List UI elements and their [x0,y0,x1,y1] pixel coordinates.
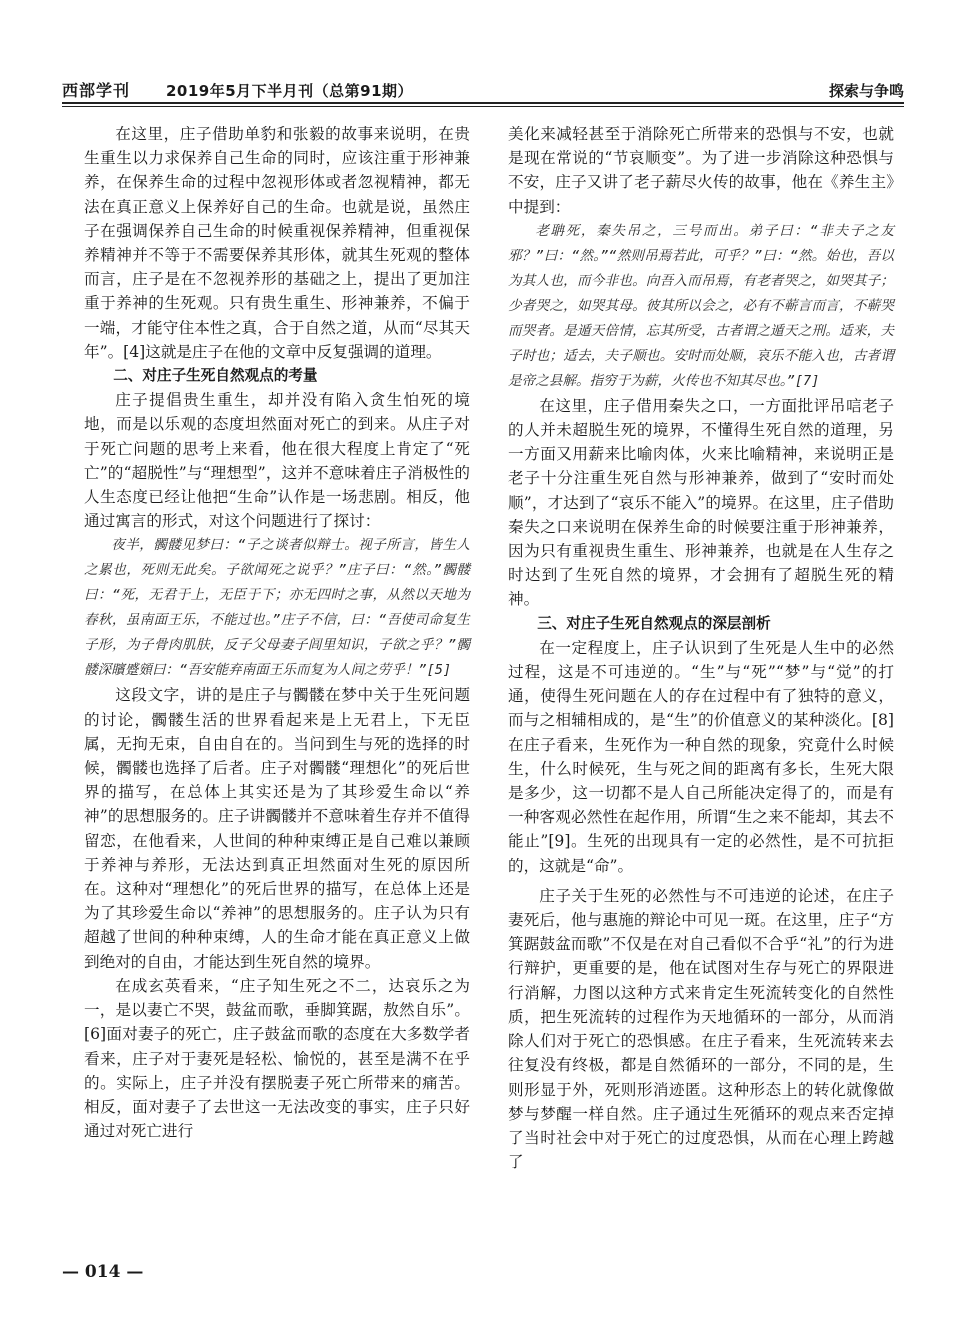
page-header [62,74,904,104]
paragraph: 这段文字，讲的是庄子与髑髅在梦中关于生死问题的讨论，髑髅生活的世界看起来是上无君上，下无臣属，无拘无束，自由自在的。当问到生与死的选择的时候，髑髅也选择了后者。庄子对髑髅“理想化”的死后世界的描写，在总体上其实还是为了其珍爱生命以“养神”的思想服务的。庄子讲髑髅并不意味着生存并不值得留恋，在他看来，人世间的种种束缚正是自己难以兼顾于养神与养形，无法达到真正坦然面对生死的原因所在。这种对“理想化”的死后世界的描写，在总体上还是为了其珍爱生命以“养神”的思想服务的。庄子认为只有超越了世间的种种束缚，人的生命才能在真正意义上做到绝对的自由，才能达到生死自然的境界。 [84,686,470,971]
issue-info: 2019年5月下半月刊（总第91期） [166,82,414,100]
block-quote: 老聃死，秦失吊之，三号而出。弟子曰：“非夫子之友邪？”曰：“然。”“然则吊焉若此，可乎？”曰：“然。始也，吾以为其人也，而今非也。向吾入而吊焉，有老者哭之，如哭其子；少者哭之，如哭其母。彼其所以会之，必有不蕲言而言，不蕲哭而哭者。是遁天倍情，忘其所受，古者谓之遁天之刑。适来，夫子时也；适去，夫子顺也。安时而处顺，哀乐不能入也，古者谓是帝之县解。指穷于为薪，火传也不知其尽也。”[7] [508,222,894,389]
paragraph: 庄子关于生死的必然性与不可违逆的论述，在庄子妻死后，他与惠施的辩论中可见一斑。在这里，庄子“方箕踞鼓盆而歌”不仅是在对自己看似不合乎“礼”的行为进行辩护，更重要的是，他在试图对生存与死亡的界限进行消解，力图以这种方式来肯定生死流转变化的自然性质，把生死流转的过程作为天地循环的一部分，从而消除人们对于死亡的恐惧感。在庄子看来，生死流转来去往复没有终极，都是自然循环的一部分，不同的是，生则形显于外，死则形消迹匿。这种形态上的转化就像做梦与梦醒一样自然。庄子通过生死循环的观点来否定掉了当时社会中对于死亡的过度恐惧，从而在心理上跨越了 [508,886,894,1172]
paragraph: 在这里，庄子借用秦失之口，一方面批评吊唁老子的人并未超脱生死的境界，不懂得生死自然的道理，另一方面又用薪来比喻肉体，火来比喻精神，来说明正是老子十分注重生死自然与形神兼养，做到了“安时而处顺”，才达到了“哀乐不能入”的境界。在这里，庄子借助秦失之口来说明在保养生命的时候要注重于形神兼养，因为只有重视贵生重生、形神兼养，也就是在人生存之时达到了生死自然的境界，才会拥有了超脱生死的精神。 [508,396,894,609]
journal-name: 西部学刊 [62,81,131,100]
paragraph: 在一定程度上，庄子认识到了生死是人生中的必然过程，这是不可违逆的。“生”与“死”“梦”与“觉”的打通，使得生死问题在人的存在过程中有了独特的意义，而与之相辅相成的，是“生”的价值意义的某种淡化。[8]在庄子看来，生死作为一种自然的现象，究竟什么时候生，什么时候死，生与死之间的距离有多长，生死大限是多少，这一切都不是人自己所能决定得了的，而是有一种客观必然性在起作用，所谓“生之来不能却，其去不能止”[9]。生死的出现具有一定的必然性，是不可抗拒的，这就是“命”。 [508,638,894,875]
left-column [84,122,470,1143]
section-heading: 三、对庄子生死自然观点的深层剖析 [537,614,771,632]
header-rule-thick [62,102,904,104]
page-number: — 014 — [62,1262,144,1282]
paragraph-continued: 美化来减轻甚至于消除死亡所带来的恐惧与不安，也就是现在常说的“节哀顺变”。为了进一步消除这种恐惧与不安，庄子又讲了老子薪尽火传的故事，他在《养生主》中提到： [508,125,894,216]
block-quote: 夜半，髑髅见梦曰：“子之谈者似辩士。视子所言，皆生人之累也，死则无此矣。子欲闻死之说乎？”庄子曰：“然。”髑髅曰：“死，无君于上，无臣于下；亦无四时之事，从然以天地为春秋，虽南面王乐，不能过也。”庄子不信，曰：“吾使司命复生子形，为子骨肉肌肤，反子父母妻子闾里知识，子欲之乎？”髑髅深矉蹙頞曰：“吾安能弃南面王乐而复为人间之劳乎！”[5] [84,537,470,679]
paragraph: 庄子提倡贵生重生，却并没有陷入贪生怕死的境地，而是以乐观的态度坦然面对死亡的到来。从庄子对于死亡问题的思考上来看，他在很大程度上肯定了“死亡”的“超脱性”与“理想型”，这并不意味着庄子消极性的人生态度已经让他把“生命”认作是一场悲剧。相反，他通过寓言的形式，对这个问题进行了探讨： [84,391,470,531]
section-heading: 二、对庄子生死自然观点的考量 [113,367,318,385]
paragraph: 在成玄英看来，“庄子知生死之不二，达哀乐之为一，是以妻亡不哭，鼓盆而歌，垂脚箕踞，敖然自乐”。[6]面对妻子的死亡，庄子鼓盆而歌的态度在大多数学者看来，庄子对于妻死是轻松、愉悦的，甚至是满不在乎的。实际上，庄子并没有摆脱妻子死亡所带来的痛苦。相反，面对妻子了去世这一无法改变的事实，庄子只好通过对死亡进行 [84,976,470,1141]
section-name: 探索与争鸣 [828,82,904,100]
paragraph: 在这里，庄子借助单豹和张毅的故事来说明，在贵生重生以力求保养自己生命的同时，应该注重于形神兼养，在保养生命的过程中忽视形体或者忽视精神，都无法在真正意义上保养好自己的生命。也就是说，虽然庄子在强调保养自己生命的时候重视保养精神，但重视保养精神并不等于不需要保养其形体，就其生死观的整体而言，庄子是在不忽视养形的基础之上，提出了更加注重于养神的生死观。只有贵生重生、形神兼养，不偏于一端，才能守住本性之真，合于自然之道，从而“尽其天年”。[4]这就是庄子在他的文章中反复强调的道理。 [84,125,470,361]
right-column [508,122,894,1174]
header-rule-thin [62,106,904,107]
